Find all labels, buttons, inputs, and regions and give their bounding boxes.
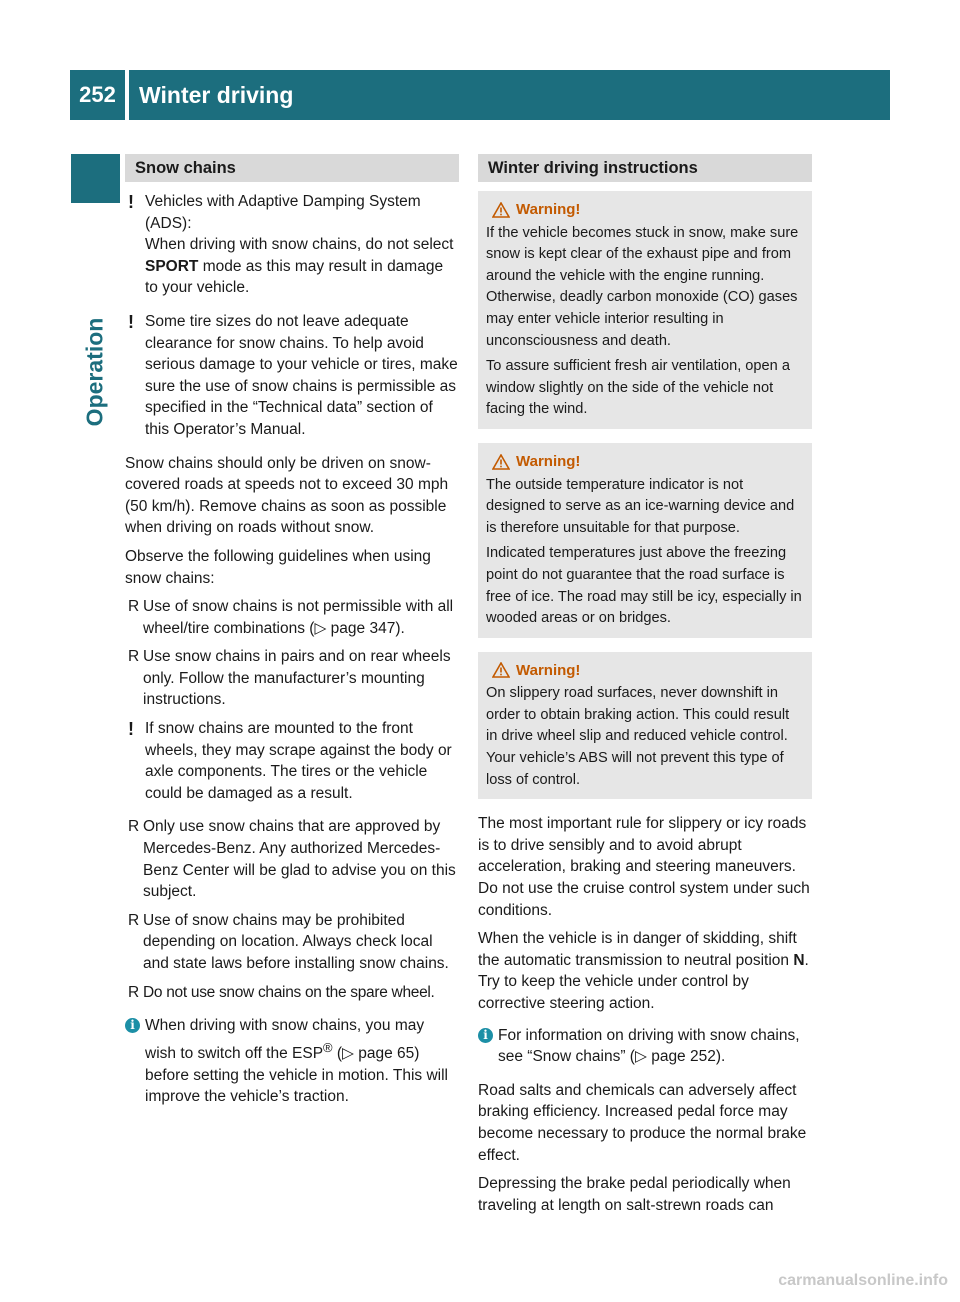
- info-text-pre: When driving with snow chains, you may wish to switch off the ESP: [145, 1017, 425, 1062]
- note-text-post: mode as this may result in damage to your vehicle.: [145, 257, 444, 297]
- info-icon: i: [478, 1028, 493, 1043]
- list-item: [125, 646, 459, 711]
- list-item-text: Only use snow chains that are approved by Mercedes-Benz. Any authorized Mercedes-Benz Center will be glad to advise you on this subject.: [143, 818, 456, 901]
- warning-triangle-icon: [492, 662, 510, 678]
- warning-label: Warning!: [516, 661, 581, 679]
- list-item: [125, 910, 459, 975]
- warning-box-downshift: [478, 652, 812, 800]
- note-text-pre: When driving with snow chains, do not select: [145, 236, 454, 254]
- warning-box-temperature: [478, 443, 812, 638]
- info-snow-chains: [478, 1025, 812, 1068]
- note-text: Vehicles with Adaptive Damping System (ADS):: [145, 193, 421, 232]
- list-item-text: Use snow chains in pairs and on rear wheels only. Follow the manufacturer’s mounting instructions.: [143, 648, 451, 709]
- page-title: Winter driving: [139, 81, 294, 108]
- list-item: [125, 596, 459, 639]
- warning-title: [486, 199, 804, 221]
- info-text-post: (▷ page 65) before setting the vehicle in motion. This will improve the vehicle’s traction.: [145, 1044, 448, 1106]
- right-column: [478, 154, 812, 1223]
- warning-label: Warning!: [516, 201, 581, 218]
- note-text: Some tire sizes do not leave adequate clearance for snow chains. To help avoid serious damage to your vehicle or tires, make sure the use of snow chains is permissible as specified in the “Technical data” section of this Operator’s Manual.: [145, 312, 458, 438]
- warning-label: Warning!: [516, 452, 581, 470]
- note-keyword: SPORT: [145, 257, 199, 275]
- note-ads: [125, 191, 459, 299]
- paragraph: The most important rule for slippery or icy roads is to drive sensibly and to avoid abrupt acceleration, braking and steering maneuvers. Do not use the cruise control system under such conditions.: [478, 815, 810, 919]
- warning-triangle-icon: [492, 202, 510, 218]
- warning-text: If the vehicle becomes stuck in snow, make sure snow is kept clear of the exhaust pipe and from around the vehicle with the engine running. Otherwise, deadly carbon monoxide (CO) gases may enter vehicle interior resulting in unconsciousness and death.: [486, 224, 799, 349]
- exclamation-icon: !: [128, 311, 134, 332]
- bullet-icon: R: [128, 648, 140, 666]
- list-item-text: Use of snow chains may be prohibited depending on location. Always check local and state laws before installing snow chains.: [143, 911, 449, 972]
- warning-text: To assure sufficient fresh air ventilation, open a window slightly on the side of the vehicle not facing the wind.: [486, 358, 790, 418]
- paragraph: Depressing the brake pedal periodically when traveling at length on salt-strewn roads can: [478, 1175, 791, 1214]
- header-divider: [125, 70, 129, 120]
- warning-text: Indicated temperatures just above the freezing point do not guarantee that the road surface is free of ice. The road may still be icy, especially in wooded areas or on bridges.: [486, 545, 802, 627]
- note-front-wheels: [125, 718, 459, 804]
- exclamation-icon: !: [128, 719, 134, 740]
- info-text: For information on driving with snow chains, see “Snow chains” (▷ page 252).: [498, 1026, 800, 1066]
- side-tab-label: Operation: [81, 317, 108, 427]
- info-esp: [125, 1015, 459, 1108]
- section-heading-winter-driving: Winter driving instructions: [478, 154, 812, 182]
- note-text: If snow chains are mounted to the front wheels, they may scrape against the body or axle components. The tires or the vehicle could be damaged as a result.: [145, 720, 452, 802]
- list-item-text: Use of snow chains is not permissible with all wheel/tire combinations (▷ page 347).: [143, 598, 454, 637]
- note-tire-sizes: [125, 311, 459, 441]
- list-item-text: Do not use snow chains on the spare wheel.: [143, 983, 435, 1001]
- list-item: [125, 816, 459, 902]
- page-number: 252: [79, 82, 116, 107]
- section-heading-snow-chains: Snow chains: [125, 154, 459, 182]
- bullet-icon: R: [128, 983, 139, 1001]
- paragraph: [478, 928, 812, 1014]
- paragraph: Road salts and chemicals can adversely affect braking efficiency. Increased pedal force may become necessary to produce the normal brake effect.: [478, 1081, 807, 1164]
- exclamation-icon: !: [128, 192, 134, 212]
- bullet-icon: R: [128, 818, 140, 836]
- paragraph: Snow chains should only be driven on snow-covered roads at speeds not to exceed 30 mph (50 km/h). Remove chains as soon as possible when driving on roads without snow.: [125, 454, 449, 537]
- warning-text: The outside temperature indicator is not designed to serve as an ice-warning device and is therefore unsuitable for that purpose.: [486, 476, 795, 536]
- warning-text: On slippery road surfaces, never downshift in order to obtain braking action. This could result in drive wheel slip and reduced vehicle control. Your vehicle’s ABS will not prevent this type of loss of control.: [486, 685, 790, 788]
- bullet-icon: R: [128, 598, 140, 616]
- side-tab-block: [71, 154, 120, 203]
- warning-box-exhaust: [478, 191, 812, 429]
- warning-title: [486, 451, 804, 473]
- list-item: [125, 982, 459, 1004]
- paragraph: Observe the following guidelines when using snow chains:: [125, 547, 431, 587]
- info-icon: i: [125, 1018, 140, 1033]
- registered-mark: ®: [323, 1039, 333, 1055]
- paragraph-text-pre: When the vehicle is in danger of skidding, shift the automatic transmission to neutral position: [478, 930, 797, 969]
- warning-title: [486, 660, 804, 682]
- left-column: [125, 154, 459, 1120]
- warning-triangle-icon: [492, 454, 510, 470]
- bullet-icon: R: [128, 911, 140, 929]
- paragraph-text-post: . Try to keep the vehicle under control by corrective steering action.: [478, 951, 809, 1012]
- watermark: carmanualsonline.info: [778, 1272, 948, 1289]
- gear-position: N: [793, 951, 805, 969]
